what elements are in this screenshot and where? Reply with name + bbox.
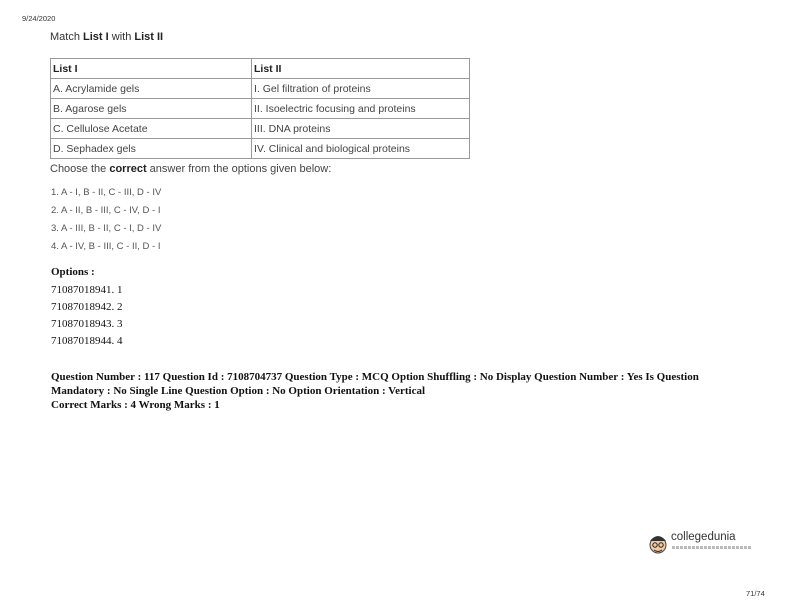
table-row bbox=[51, 119, 470, 139]
table-header-list2: List II bbox=[252, 59, 470, 79]
table-row bbox=[51, 79, 470, 99]
table-cell: II. Isoelectric focusing and proteins bbox=[252, 99, 470, 119]
table-cell: C. Cellulose Acetate bbox=[51, 119, 252, 139]
table-row bbox=[51, 99, 470, 119]
meta-line2: Correct Marks : 4 Wrong Marks : 1 bbox=[51, 399, 220, 411]
instruction-bold: correct bbox=[109, 163, 147, 175]
title-list1: List I bbox=[83, 31, 109, 43]
question-title bbox=[50, 31, 163, 43]
answer-choice: 4. A - IV, B - III, C - II, D - I bbox=[51, 241, 161, 252]
page-number: 71/74 bbox=[746, 589, 765, 598]
title-with: with bbox=[108, 31, 135, 43]
table-cell: B. Agarose gels bbox=[51, 99, 252, 119]
option-item: 71087018944. 4 bbox=[51, 335, 123, 347]
table-cell: I. Gel filtration of proteins bbox=[252, 79, 470, 99]
option-item: 71087018943. 3 bbox=[51, 318, 123, 330]
answer-list bbox=[51, 184, 161, 256]
table-cell: A. Acrylamide gels bbox=[51, 79, 252, 99]
logo-tagline bbox=[672, 546, 752, 549]
instruction-text bbox=[50, 163, 331, 175]
answer-choice: 1. A - I, B - II, C - III, D - IV bbox=[51, 187, 162, 198]
table-header-row bbox=[51, 59, 470, 79]
table-row bbox=[51, 139, 470, 159]
match-table bbox=[50, 58, 470, 159]
meta-line1: Question Number : 117 Question Id : 7108704737 Question Type : MCQ Option Shuffling : No Display Question Number : Yes Is Question Mandatory : No Single Line Question Option : No Option Orientation : Vertical bbox=[51, 371, 699, 397]
question-meta bbox=[51, 370, 741, 412]
options-list bbox=[51, 282, 123, 350]
table-cell: D. Sephadex gels bbox=[51, 139, 252, 159]
title-list2: List II bbox=[134, 31, 164, 43]
answer-choice: 3. A - III, B - II, C - I, D - IV bbox=[51, 223, 162, 234]
instruction-before: Choose the bbox=[50, 163, 110, 175]
option-item: 71087018941. 1 bbox=[51, 284, 123, 296]
table-cell: III. DNA proteins bbox=[252, 119, 470, 139]
table-cell: IV. Clinical and biological proteins bbox=[252, 139, 470, 159]
options-heading: Options : bbox=[51, 266, 95, 278]
instruction-after: answer from the options given below: bbox=[146, 163, 332, 175]
table-header-list1: List I bbox=[51, 59, 252, 79]
option-item: 71087018942. 2 bbox=[51, 301, 123, 313]
print-date: 9/24/2020 bbox=[22, 14, 56, 23]
title-prefix: Match bbox=[50, 31, 84, 43]
answer-choice: 2. A - II, B - III, C - IV, D - I bbox=[51, 205, 161, 216]
logo-text: collegedunia bbox=[671, 531, 736, 543]
